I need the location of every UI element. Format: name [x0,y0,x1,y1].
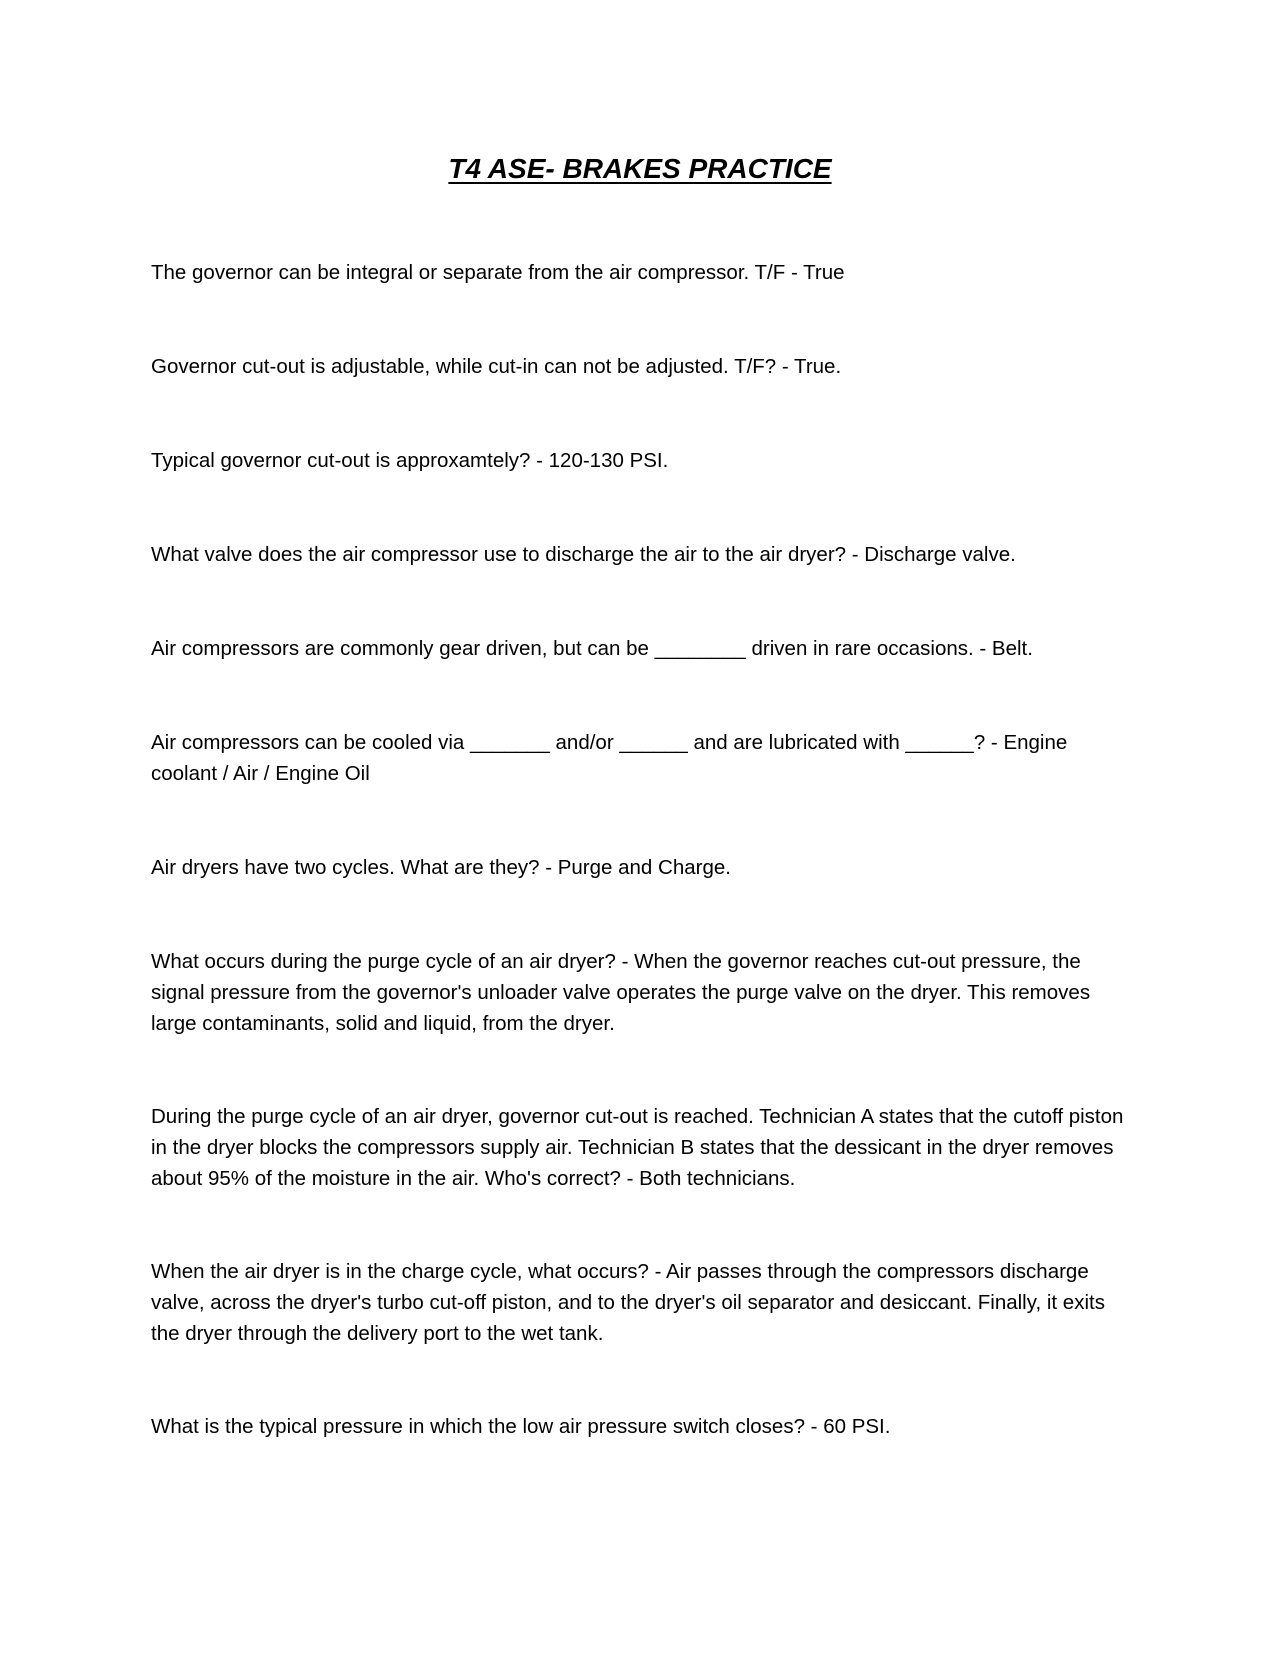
question-item: Typical governor cut-out is approxamtely? - 120-130 PSI. [151,449,669,472]
question-item: The governor can be integral or separate from the air compressor. T/F - True [151,261,845,284]
question-item: What occurs during the purge cycle of an air dryer? - When the governor reaches cut-out pressure, the signal pressure from the governor's unloader valve operates the purge valve on the dryer. This removes large contaminants, solid and liquid, from the dryer. [151,950,1091,1035]
question-item: Air dryers have two cycles. What are they? - Purge and Charge. [151,856,731,879]
question-item: Governor cut-out is adjustable, while cut-in can not be adjusted. T/F? - True. [151,355,842,378]
question-item: What is the typical pressure in which the low air pressure switch closes? - 60 PSI. [151,1415,891,1438]
question-item: When the air dryer is in the charge cycle, what occurs? - Air passes through the compressors discharge valve, across the dryer's turbo cut-off piston, and to the dryer's oil separator and desiccant. Finally, it exits the dryer through the delivery port to the wet tank. [151,1260,1105,1345]
question-item: What valve does the air compressor use to discharge the air to the air dryer? - Discharge valve. [151,543,1016,566]
question-item: During the purge cycle of an air dryer, governor cut-out is reached. Technician A states that the cutoff piston in the dryer blocks the compressors supply air. Technician B states that the dessicant in the dryer removes about 95% of the moisture in the air. Who's correct? - Both technicians. [151,1105,1124,1190]
question-item: Air compressors are commonly gear driven, but can be ________ driven in rare occasions. - Belt. [151,637,1033,660]
question-item: Air compressors can be cooled via _______ and/or ______ and are lubricated with ______? - Engine coolant / Air / Engine Oil [151,731,1068,785]
page-title: T4 ASE- BRAKES PRACTICE [448,153,832,184]
